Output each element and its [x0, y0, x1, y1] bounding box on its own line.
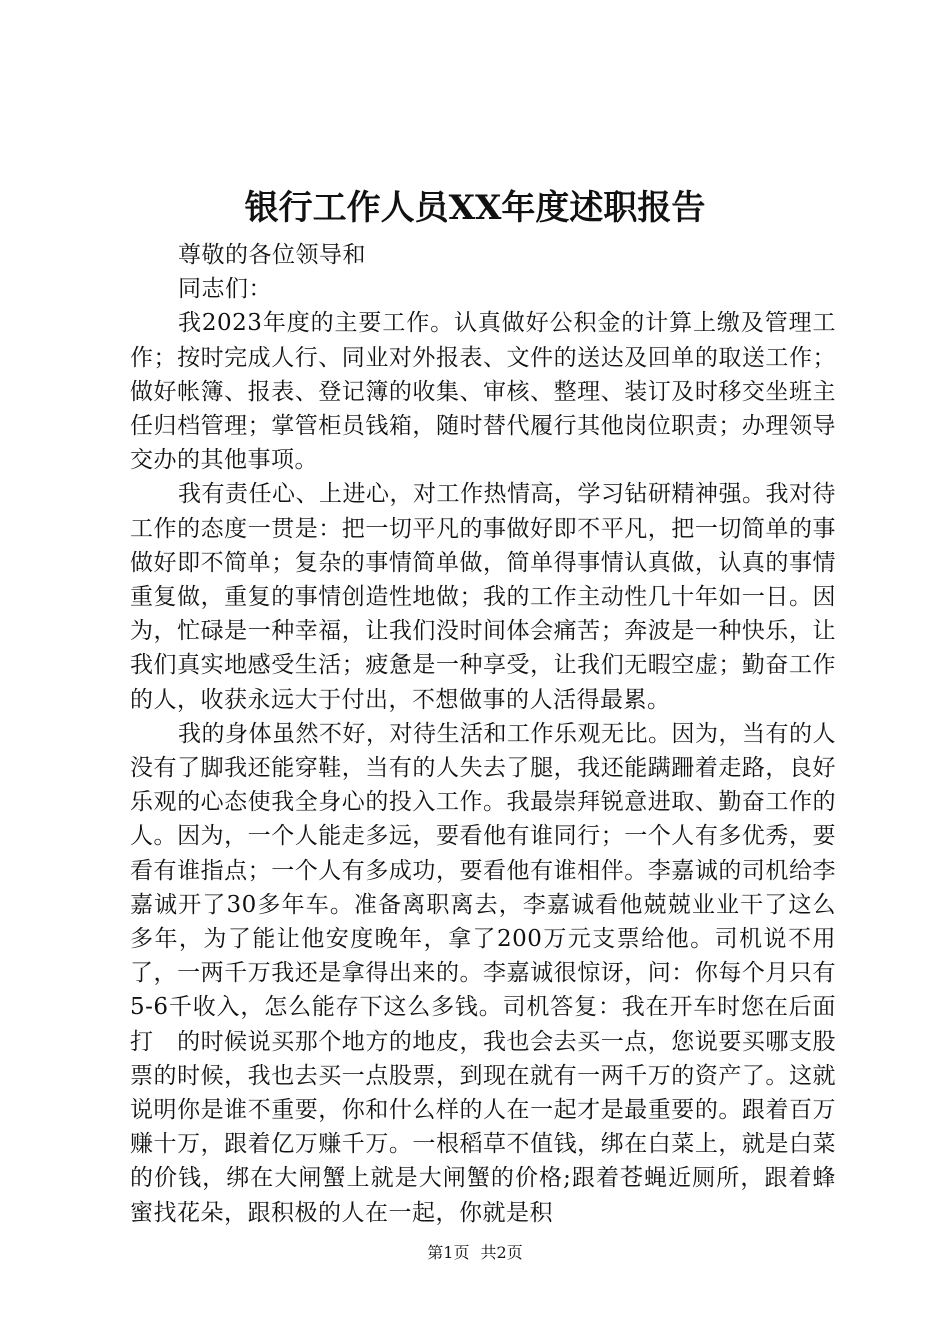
paragraph-work-attitude: 我有责任心、上进心，对工作热情高，学习钻研精神强。我对待工作的态度一贯是：把一切平凡的事做好即不平凡，把一切简单的事做好即不简单；复杂的事情简单做，简单得事情认真做，认真的事情重复做，重复的事情创造性地做；我的工作主动性几十年如一日。因为，忙碌是一种幸福，让我们没时间体会痛苦；奔波是一种快乐，让我们真实地感受生活；疲惫是一种享受，让我们无暇空虚；勤奋工作的人，收获永远大于付出，不想做事的人活得最累。: [130, 481, 836, 713]
salutation-line-1: 尊敬的各位领导和: [178, 242, 366, 268]
paragraph-work-duties: 我2023年度的主要工作。认真做好公积金的计算上缴及管理工作；按时完成人行、同业对外报表、文件的送达及回单的取送工作；做好帐簿、报表、登记簿的收集、审核、整理、装订及时移交坐班主任归档管理；掌管柜员钱箱，随时替代履行其他岗位职责；办理领导交办的其他事项。: [130, 310, 836, 474]
salutation-line-2: 同志们：: [178, 276, 272, 303]
paragraph-optimism: 我的身体虽然不好，对待生活和工作乐观无比。因为，当有的人没有了脚我还能穿鞋，当有的人失去了腿，我还能蹒跚着走路，良好乐观的心态使我全身心的投入工作。我最崇拜锐意进取、勤奋工作的人。因为，一个人能走多远，要看他有谁同行；一个人有多优秀，要看有谁指点；一个人有多成功，要看他有谁相伴。李嘉诚的司机给李嘉诚开了30多年车。准备离职离去，李嘉诚看他兢兢业业干了这么多年，为了能让他安度晚年，拿了200万元支票给他。司机说不用了，一两千万我还是拿得出来的。李嘉诚很惊讶，问：你每个月只有5-6千收入，怎么能存下这么多钱。司机答复：我在开车时您在后面打 的时候说买那个地方的地皮，我也会去买一点，您说要买哪支股票的时候，我也去买一点股票，到现在就有一两千万的资产了。这就说明你是谁不重要，你和什么样的人在一起才是最重要的。跟着百万赚十万，跟着亿万赚千万。一根稻草不值钱，绑在白菜上，就是白菜的价钱，绑在大闸蟹上就是大闸蟹的价格;跟着苍蝇近厕所，跟着蜂蜜找花朵，跟积极的人在一起，你就是积: [130, 720, 836, 1226]
page-footer: [0, 1241, 950, 1265]
document-body: [130, 238, 836, 1230]
document-title: 银行工作人员XX年度述职报告: [244, 188, 706, 228]
page-number: 第1页: [427, 1243, 470, 1262]
page-total: 共2页: [480, 1243, 523, 1262]
